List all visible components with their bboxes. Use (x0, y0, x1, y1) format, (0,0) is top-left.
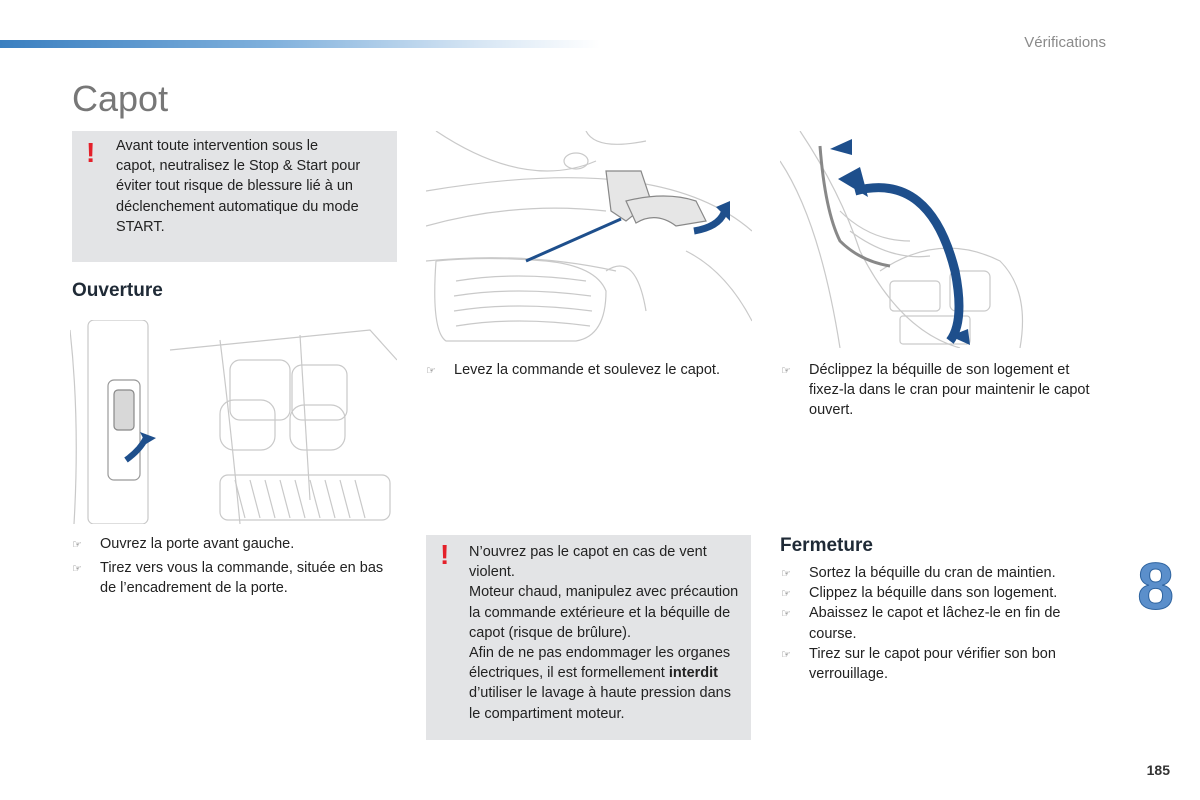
pointing-hand-icon: ☞ (781, 588, 791, 601)
middle-steps (426, 360, 756, 384)
heading-fermeture: Fermeture (780, 535, 873, 556)
step-text: Tirez vers vous la commande, située en bas de l’encadrement de la porte. (100, 560, 384, 597)
warning-line: déclenchement automatique du mode (116, 198, 359, 215)
warning-emphasis: interdit (668, 665, 718, 682)
step-item (781, 603, 1091, 643)
step-item (781, 563, 1091, 583)
step-text: Abaissez le capot et lâchez-le en fin de course. (809, 605, 1061, 642)
step-text: Déclippez la béquille de son logement et fixez-la dans le cran pour maintenir le capot ouvert. (809, 362, 1090, 419)
warning-line: Moteur chaud, manipulez avec précaution la commande extérieure et la béquille de capot (risque de brûlure). (469, 584, 739, 641)
pointing-hand-icon: ☞ (72, 563, 82, 576)
warning-text (116, 136, 388, 237)
right-steps (781, 360, 1091, 425)
heading-ouverture: Ouverture (72, 280, 163, 301)
warning-line: START. (116, 218, 165, 235)
step-item (781, 583, 1091, 603)
warning-box-wind-heat (426, 535, 751, 740)
warning-line (469, 643, 745, 724)
pointing-hand-icon: ☞ (781, 608, 791, 621)
pointing-hand-icon: ☞ (781, 648, 791, 661)
illustration-interior-release-lever (70, 320, 397, 524)
header-accent-bar (0, 40, 600, 48)
step-text: Clippez la béquille dans son logement. (809, 585, 1058, 602)
step-item (781, 360, 1091, 421)
step-item (72, 558, 392, 598)
illustration-hood-prop-rod (780, 131, 1100, 348)
step-text: Tirez sur le capot pour vérifier son bon verrouillage. (809, 645, 1056, 683)
warning-line: éviter tout risque de blessure lié à un (116, 178, 353, 195)
warning-line: capot, neutralisez le Stop & Start pour (116, 158, 361, 175)
warning-text (469, 542, 745, 724)
pointing-hand-icon: ☞ (72, 539, 82, 551)
warning-text-part: d’utiliser le lavage à haute pression dans le compartiment moteur. (469, 685, 731, 722)
step-item (72, 534, 392, 554)
pointing-hand-icon: ☞ (781, 568, 791, 580)
warning-text-part: Afin de ne pas endommager les organes électriques, il est formellement (469, 645, 731, 682)
warning-line: N’ouvrez pas le capot en cas de vent violent. (469, 544, 707, 581)
warning-line: Avant toute intervention sous le (116, 138, 319, 154)
illustration-hood-lever (426, 131, 752, 348)
step-item (781, 644, 1091, 684)
exclamation-icon: ! (86, 137, 96, 168)
exclamation-icon: ! (440, 539, 450, 570)
step-text: Ouvrez la porte avant gauche. (100, 536, 295, 552)
fermeture-steps (781, 563, 1091, 684)
chapter-number: 8 (1137, 549, 1174, 623)
pointing-hand-icon: ☞ (426, 365, 436, 377)
step-text: Levez la commande et soulevez le capot. (454, 362, 720, 378)
ouverture-steps (72, 534, 392, 603)
pointing-hand-icon: ☞ (781, 365, 791, 377)
step-item (426, 360, 756, 380)
section-name: Vérifications (1024, 34, 1106, 51)
step-text: Sortez la béquille du cran de maintien. (809, 565, 1056, 581)
warning-box-stop-start (72, 131, 397, 262)
page-number: 185 (1146, 762, 1170, 778)
page-title: Capot (72, 78, 169, 119)
